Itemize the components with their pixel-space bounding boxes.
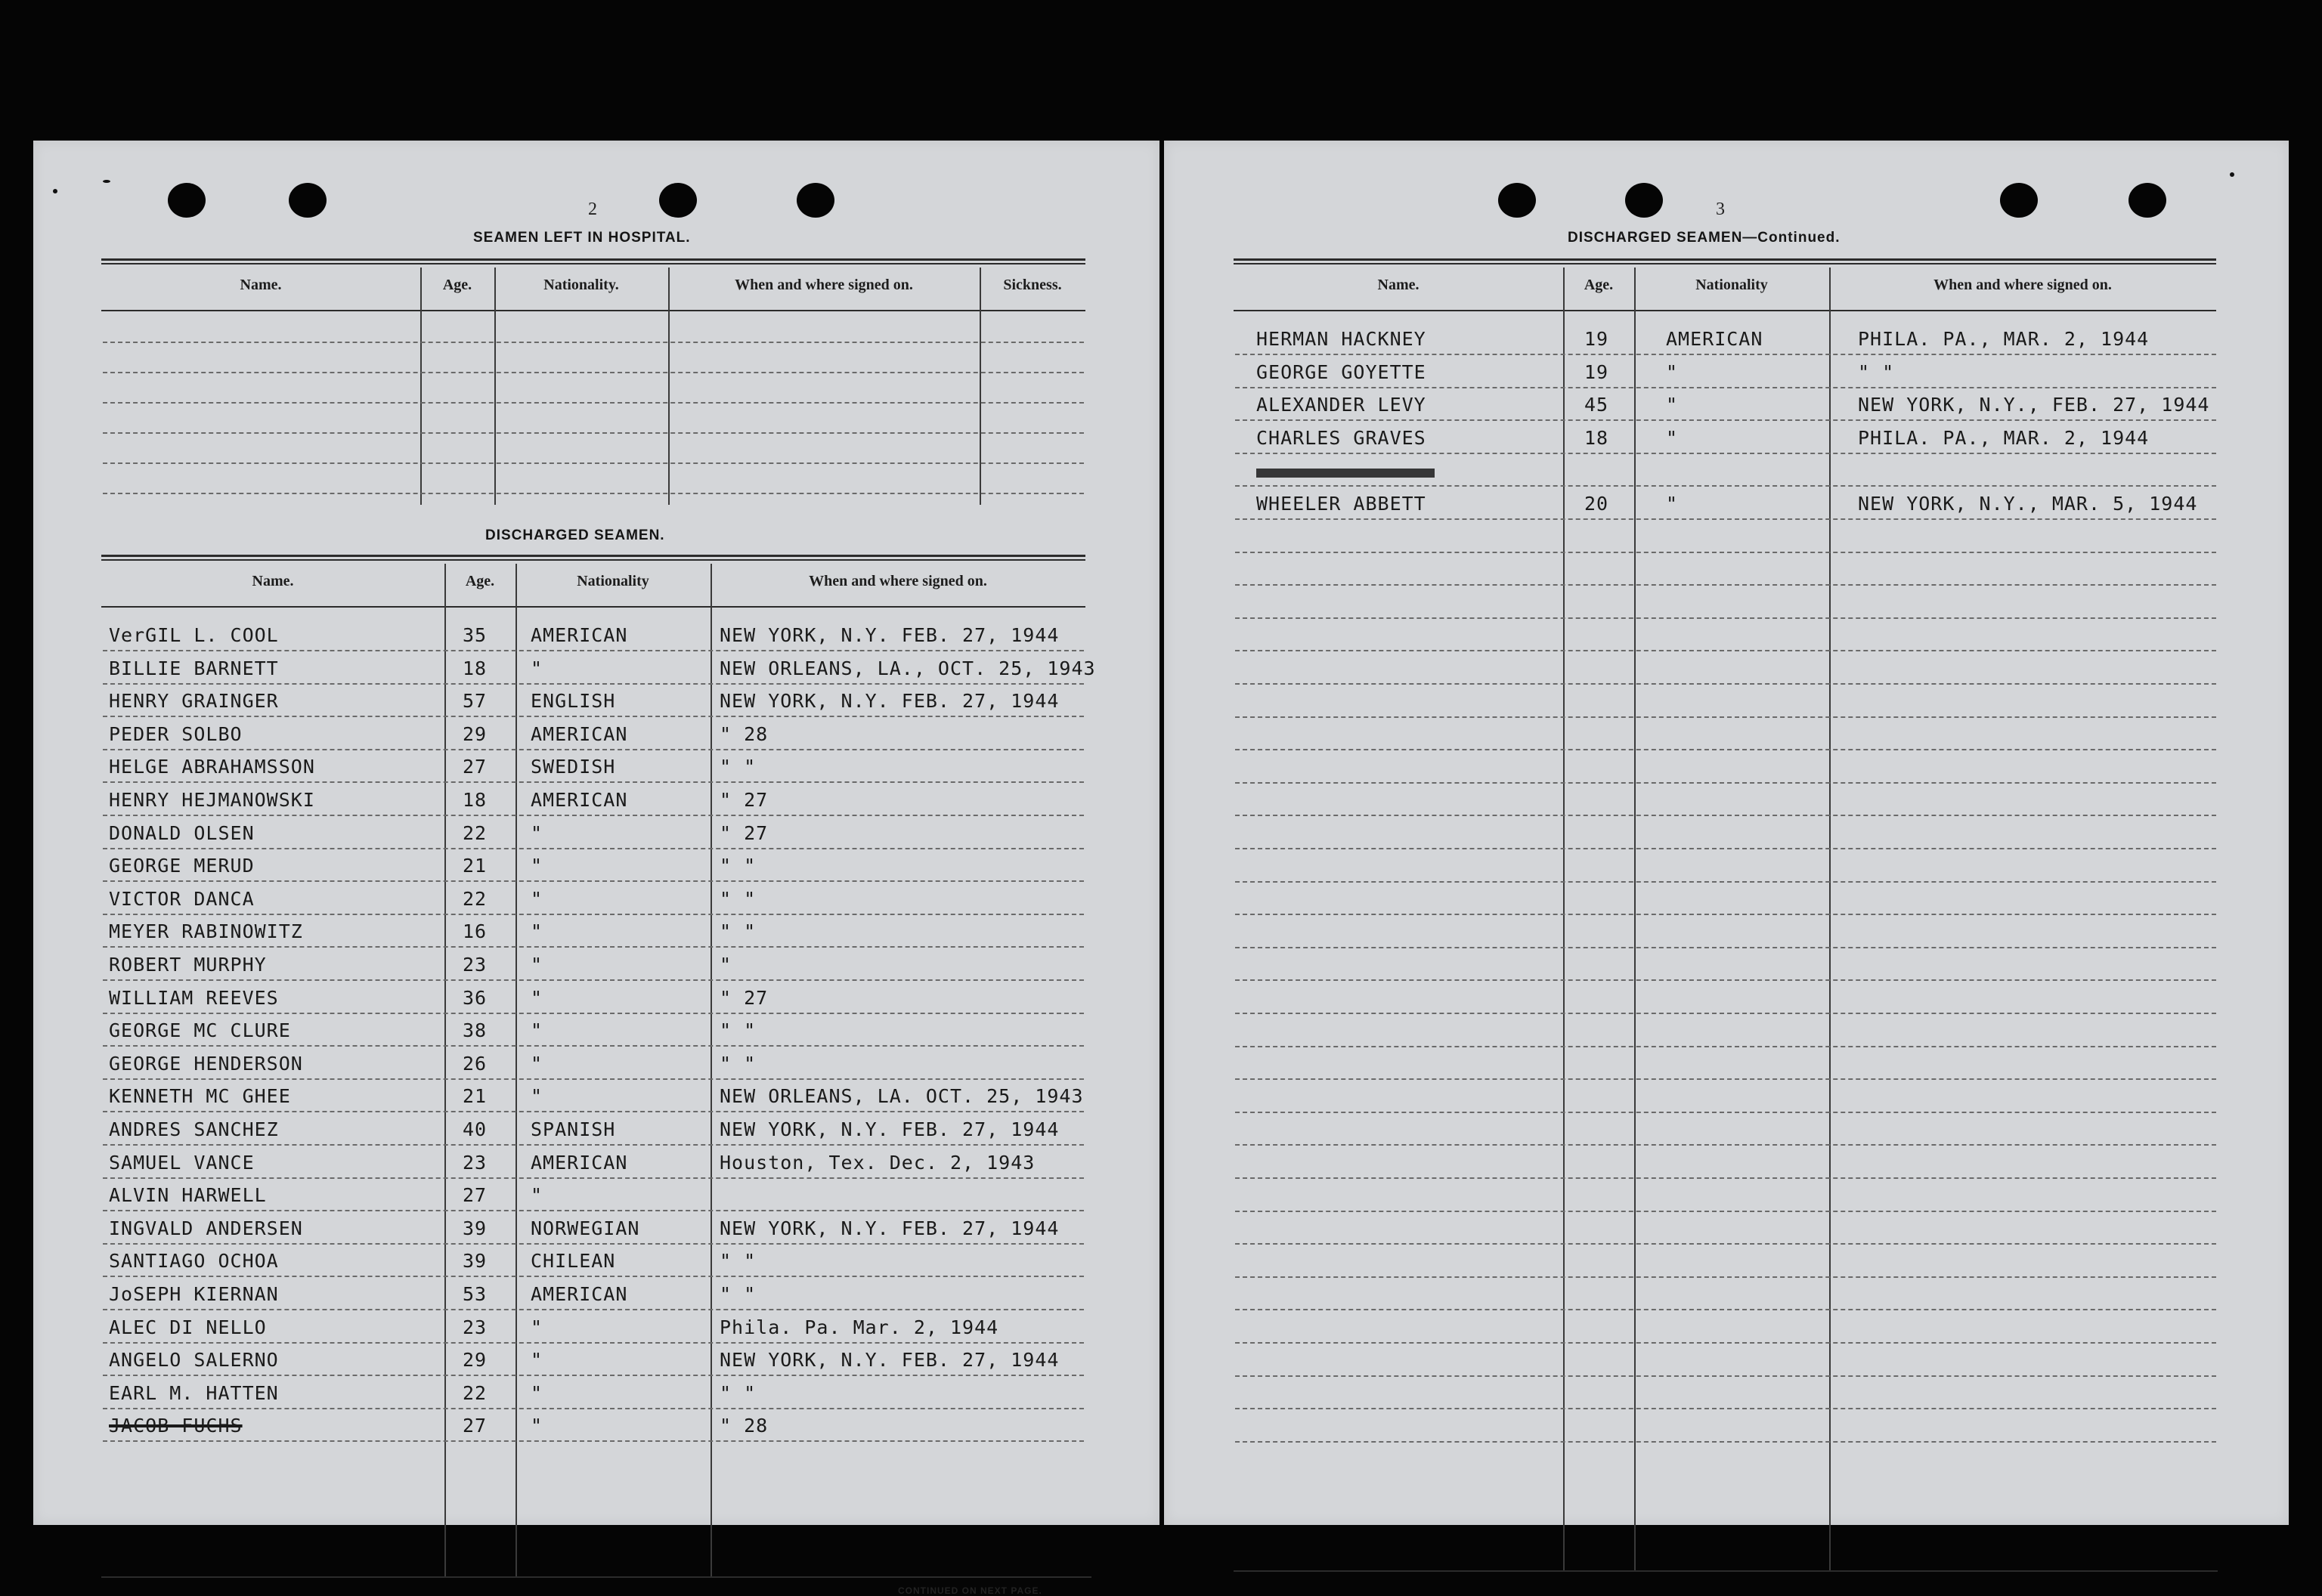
seaman-age: 23 — [463, 1316, 488, 1338]
blank-line — [1235, 1211, 2216, 1212]
seaman-age: 40 — [463, 1118, 488, 1140]
seaman-signed-on: PHILA. PA., MAR. 2, 1944 — [1858, 426, 2150, 449]
seaman-name: GEORGE HENDERSON — [109, 1052, 303, 1075]
seaman-age: 21 — [463, 1085, 488, 1108]
punch-hole — [2000, 183, 2038, 218]
row-line — [103, 1045, 1084, 1047]
seaman-age: 38 — [463, 1019, 488, 1042]
blank-line — [1235, 1013, 2216, 1014]
seaman-name: WHEELER ABBETT — [1256, 493, 1426, 515]
blank-line — [1235, 552, 2216, 553]
seaman-name: ROBERT MURPHY — [109, 954, 267, 976]
seaman-nationality: ENGLISH — [531, 690, 616, 713]
seaman-signed-on: " — [720, 954, 732, 976]
blank-line — [1235, 947, 2216, 948]
seaman-name: ALEXANDER LEVY — [1256, 394, 1426, 416]
page-number: 3 — [1716, 200, 1725, 219]
blank-line — [1235, 617, 2216, 619]
seaman-age: 16 — [463, 920, 488, 943]
seaman-nationality: AMERICAN — [531, 722, 628, 745]
left-page — [33, 141, 1159, 1596]
punch-hole — [168, 183, 206, 218]
hospital-name-header: Name. — [240, 277, 282, 293]
seaman-name: PEDER SOLBO — [109, 722, 243, 745]
blank-line — [103, 462, 1084, 464]
seaman-nationality: " — [531, 1184, 543, 1207]
seaman-name: GEORGE MC CLURE — [109, 1019, 291, 1042]
row-line — [103, 1144, 1084, 1146]
seaman-name: GEORGE MERUD — [109, 855, 255, 877]
discharged-name-header: Name. — [252, 573, 294, 589]
row-line — [1235, 453, 2216, 454]
seaman-nationality: " — [531, 954, 543, 976]
blank-line — [1235, 1243, 2216, 1245]
seaman-signed-on: " 27 — [720, 821, 769, 844]
seaman-age: 23 — [463, 954, 488, 976]
discharged-continued-title: DISCHARGED SEAMEN—Continued. — [1568, 230, 1841, 246]
seaman-name: CHARLES GRAVES — [1256, 426, 1426, 449]
seaman-signed-on: " " — [720, 1283, 757, 1305]
discharged-nationality-header: Nationality — [577, 573, 649, 589]
seaman-age: 57 — [463, 690, 488, 713]
continued-name-header: Name. — [1377, 277, 1420, 293]
row-line — [103, 1440, 1084, 1442]
blank-line — [1235, 716, 2216, 718]
hospital-section-title: SEAMEN LEFT IN HOSPITAL. — [473, 230, 691, 246]
seaman-signed-on: NEW YORK, N.Y. FEB. 27, 1944 — [720, 1118, 1060, 1140]
discharged-section-title: DISCHARGED SEAMEN. — [485, 527, 665, 543]
seaman-age: 19 — [1584, 328, 1609, 350]
blank-line — [1235, 1144, 2216, 1146]
blank-line — [103, 402, 1084, 404]
blank-line — [1235, 1046, 2216, 1047]
seaman-nationality: SWEDISH — [531, 756, 616, 778]
seaman-nationality: " — [531, 920, 543, 943]
row-line — [1235, 419, 2216, 421]
seaman-age: 39 — [463, 1217, 488, 1239]
seaman-nationality: " — [531, 1316, 543, 1338]
blank-line — [1235, 683, 2216, 685]
seaman-nationality: NORWEGIAN — [531, 1217, 640, 1239]
punch-hole — [1498, 183, 1536, 218]
blank-line — [1235, 584, 2216, 586]
blank-line — [1235, 1342, 2216, 1344]
seaman-nationality: SPANISH — [531, 1118, 616, 1140]
blank-line — [103, 342, 1084, 343]
seaman-nationality: " — [1666, 360, 1679, 383]
seaman-age: 22 — [463, 887, 488, 910]
row-line — [103, 1243, 1084, 1245]
seaman-nationality: " — [1666, 493, 1679, 515]
seaman-signed-on: NEW YORK, N.Y. FEB. 27, 1944 — [720, 624, 1060, 646]
row-line — [103, 650, 1084, 651]
blank-line — [103, 372, 1084, 373]
blank-line — [1235, 1441, 2216, 1443]
discharged-signed-on-header: When and where signed on. — [809, 573, 987, 589]
seaman-name: EARL M. HATTEN — [109, 1381, 279, 1404]
seaman-name: INGVALD ANDERSEN — [109, 1217, 303, 1239]
right-page — [1164, 141, 2289, 1525]
seaman-name: MEYER RABINOWITZ — [109, 920, 303, 943]
seaman-name: HENRY GRAINGER — [109, 690, 279, 713]
row-line — [103, 979, 1084, 981]
seaman-name: KENNETH MC GHEE — [109, 1085, 291, 1108]
row-line — [103, 1309, 1084, 1310]
seaman-name: VerGIL L. COOL — [109, 624, 279, 646]
row-line — [103, 1276, 1084, 1277]
seaman-signed-on: " " — [720, 920, 757, 943]
row-line — [1235, 387, 2216, 388]
seaman-name: ALEC DI NELLO — [109, 1316, 267, 1338]
blank-line — [1235, 749, 2216, 750]
row-line — [103, 1342, 1084, 1344]
blank-line — [1235, 815, 2216, 816]
seaman-age: 53 — [463, 1283, 488, 1305]
blank-line — [1235, 1375, 2216, 1377]
row-line — [103, 1078, 1084, 1080]
seaman-name: ANGELO SALERNO — [109, 1349, 279, 1372]
row-line — [1235, 485, 2216, 487]
seaman-age: 22 — [463, 1381, 488, 1404]
seaman-nationality: " — [531, 887, 543, 910]
row-line — [103, 880, 1084, 882]
seaman-name: GEORGE GOYETTE — [1256, 360, 1426, 383]
seaman-signed-on: " 27 — [720, 789, 769, 811]
seaman-age: 45 — [1584, 394, 1609, 416]
row-line — [103, 1013, 1084, 1014]
seaman-nationality: AMERICAN — [531, 624, 628, 646]
punch-hole — [659, 183, 697, 218]
blank-line — [1235, 1276, 2216, 1278]
row-line — [103, 781, 1084, 783]
seaman-nationality: AMERICAN — [531, 1151, 628, 1174]
seaman-signed-on: " " — [720, 855, 757, 877]
seaman-signed-on: Houston, Tex. Dec. 2, 1943 — [720, 1151, 1036, 1174]
seaman-signed-on: NEW ORLEANS, LA. OCT. 25, 1943 — [720, 1085, 1084, 1108]
struck-entry — [1256, 469, 1435, 478]
seaman-name: WILLIAM REEVES — [109, 986, 279, 1009]
seaman-name: HELGE ABRAHAMSSON — [109, 756, 315, 778]
hospital-nationality-header: Nationality. — [543, 277, 619, 293]
seaman-nationality: " — [531, 855, 543, 877]
seaman-nationality: " — [531, 657, 543, 679]
blank-line — [1235, 979, 2216, 981]
seaman-nationality: CHILEAN — [531, 1250, 616, 1273]
seaman-nationality: " — [531, 821, 543, 844]
seaman-age: 19 — [1584, 360, 1609, 383]
seaman-age: 18 — [463, 789, 488, 811]
seaman-signed-on: NEW YORK, N.Y., FEB. 27, 1944 — [1858, 394, 2210, 416]
row-line — [103, 1210, 1084, 1211]
row-line — [103, 1111, 1084, 1112]
continued-age-header: Age. — [1584, 277, 1614, 293]
row-line — [103, 848, 1084, 849]
row-line — [103, 683, 1084, 685]
seaman-name: JoSEPH KIERNAN — [109, 1283, 279, 1305]
blank-line — [103, 493, 1084, 494]
seaman-name: VICTOR DANCA — [109, 887, 255, 910]
hospital-signed-on-header: When and where signed on. — [735, 277, 913, 293]
blank-line — [1235, 782, 2216, 784]
punch-hole — [2128, 183, 2166, 218]
seaman-age: 36 — [463, 986, 488, 1009]
continued-note: CONTINUED ON NEXT PAGE. — [898, 1585, 1042, 1596]
row-line — [103, 1408, 1084, 1409]
blank-line — [1235, 1177, 2216, 1179]
seaman-signed-on: " 27 — [720, 986, 769, 1009]
seaman-age: 39 — [463, 1250, 488, 1273]
seaman-signed-on: NEW YORK, N.Y. FEB. 27, 1944 — [720, 690, 1060, 713]
seaman-name: HENRY HEJMANOWSKI — [109, 789, 315, 811]
seaman-age: 21 — [463, 855, 488, 877]
seaman-age: 20 — [1584, 493, 1609, 515]
blank-line — [1235, 848, 2216, 849]
seaman-name: SAMUEL VANCE — [109, 1151, 255, 1174]
seaman-age: 23 — [463, 1151, 488, 1174]
seaman-name: BILLIE BARNETT — [109, 657, 279, 679]
seaman-nationality: " — [531, 1019, 543, 1042]
seaman-signed-on: PHILA. PA., MAR. 2, 1944 — [1858, 328, 2150, 350]
blank-line — [1235, 1309, 2216, 1310]
seaman-age: 29 — [463, 722, 488, 745]
seaman-signed-on: " 28 — [720, 722, 769, 745]
seaman-nationality: " — [531, 1349, 543, 1372]
row-line — [103, 914, 1084, 915]
seaman-name: JACOB FUCHS — [109, 1415, 243, 1437]
punch-hole — [1625, 183, 1663, 218]
seaman-signed-on: NEW YORK, N.Y. FEB. 27, 1944 — [720, 1217, 1060, 1239]
blank-line — [1235, 881, 2216, 883]
row-line — [1235, 518, 2216, 520]
seaman-signed-on: " " — [720, 756, 757, 778]
row-line — [103, 1177, 1084, 1179]
blank-line — [1235, 1112, 2216, 1113]
seaman-age: 22 — [463, 821, 488, 844]
seaman-name: SANTIAGO OCHOA — [109, 1250, 279, 1273]
seaman-signed-on: " 28 — [720, 1415, 769, 1437]
seaman-name: HERMAN HACKNEY — [1256, 328, 1426, 350]
seaman-nationality: " — [1666, 426, 1679, 449]
seaman-age: 18 — [1584, 426, 1609, 449]
seaman-nationality: " — [531, 986, 543, 1009]
row-line — [103, 815, 1084, 816]
row-line — [1235, 354, 2216, 355]
blank-line — [1235, 914, 2216, 915]
continued-signed-on-header: When and where signed on. — [1933, 277, 2112, 293]
blank-line — [1235, 650, 2216, 651]
seaman-age: 29 — [463, 1349, 488, 1372]
seaman-signed-on: " " — [720, 1019, 757, 1042]
seaman-age: 27 — [463, 1415, 488, 1437]
seaman-signed-on: Phila. Pa. Mar. 2, 1944 — [720, 1316, 999, 1338]
row-line — [103, 749, 1084, 750]
seaman-age: 26 — [463, 1052, 488, 1075]
row-line — [103, 1375, 1084, 1376]
discharged-age-header: Age. — [465, 573, 495, 589]
seaman-signed-on: NEW ORLEANS, LA., OCT. 25, 1943 — [720, 657, 1096, 679]
seaman-nationality: " — [531, 1415, 543, 1437]
hospital-sickness-header: Sickness. — [1003, 277, 1062, 293]
seaman-nationality: " — [531, 1085, 543, 1108]
seaman-signed-on: NEW YORK, N.Y., MAR. 5, 1944 — [1858, 493, 2198, 515]
seaman-nationality: AMERICAN — [531, 1283, 628, 1305]
seaman-signed-on: " " — [1858, 360, 1895, 383]
seaman-signed-on: " " — [720, 887, 757, 910]
blank-line — [1235, 1078, 2216, 1080]
seaman-signed-on: NEW YORK, N.Y. FEB. 27, 1944 — [720, 1349, 1060, 1372]
blank-line — [1235, 1408, 2216, 1409]
seaman-nationality: AMERICAN — [531, 789, 628, 811]
punch-hole — [797, 183, 834, 218]
seaman-name: ANDRES SANCHEZ — [109, 1118, 279, 1140]
seaman-age: 27 — [463, 756, 488, 778]
hospital-age-header: Age. — [442, 277, 472, 293]
page-number: 2 — [588, 200, 597, 219]
punch-hole — [289, 183, 327, 218]
seaman-name: ALVIN HARWELL — [109, 1184, 267, 1207]
seaman-nationality: " — [531, 1052, 543, 1075]
seaman-nationality: " — [531, 1381, 543, 1404]
seaman-name: DONALD OLSEN — [109, 821, 255, 844]
row-line — [103, 946, 1084, 948]
continued-nationality-header: Nationality — [1695, 277, 1768, 293]
row-line — [103, 716, 1084, 717]
seaman-signed-on: " " — [720, 1250, 757, 1273]
seaman-nationality: " — [1666, 394, 1679, 416]
seaman-age: 27 — [463, 1184, 488, 1207]
seaman-signed-on: " " — [720, 1052, 757, 1075]
blank-line — [103, 432, 1084, 434]
seaman-signed-on: " " — [720, 1381, 757, 1404]
seaman-nationality: AMERICAN — [1666, 328, 1763, 350]
seaman-age: 18 — [463, 657, 488, 679]
seaman-age: 35 — [463, 624, 488, 646]
